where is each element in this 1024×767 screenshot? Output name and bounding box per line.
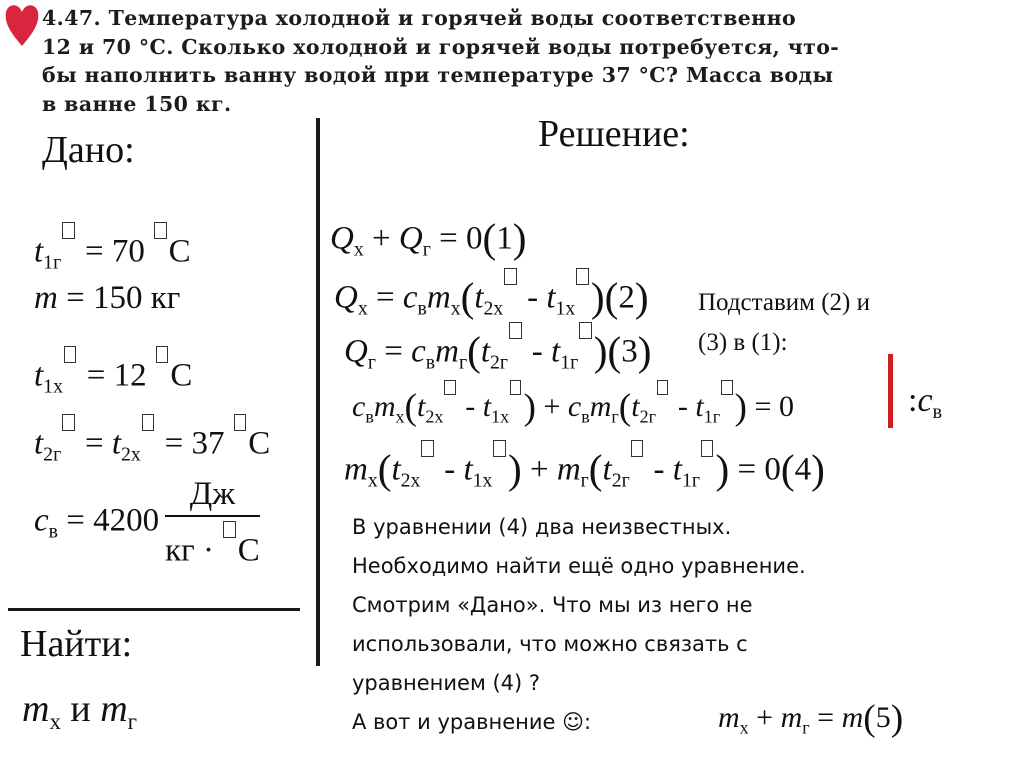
c-unit-fraction <box>165 478 260 568</box>
given-t1x: $t_{1х} = 12$ С <box>34 346 192 397</box>
mass-unit: кг <box>150 280 181 316</box>
eq3-label: 3 <box>621 333 638 370</box>
c-unit-den: кг · С <box>165 517 260 568</box>
c-unit-den-kg: кг <box>165 532 195 569</box>
eq1-label: 1 <box>496 220 513 257</box>
t1g-unit: С <box>168 233 191 270</box>
problem-line: бы наполнить ванну водой при температуре 37 °С? Масса воды <box>42 63 834 87</box>
t1x-value: 12 <box>113 357 147 394</box>
heart-icon <box>2 0 42 48</box>
eq4-rhs: 0 <box>764 451 781 488</box>
combined-rhs: 0 <box>778 390 794 423</box>
vertical-divider <box>316 118 320 666</box>
given-find-divider <box>8 608 300 611</box>
find-unknowns: $m_х$ и $m_г$ <box>22 688 138 734</box>
find-heading: Найти: <box>20 623 133 665</box>
c-value: 4200 <box>93 502 160 539</box>
mass-value: 150 <box>92 280 143 316</box>
equation-2: $Q_х = c_вm_х(t_{2х} - t_{1х}$ )(2) <box>334 268 649 319</box>
eq2-label: 2 <box>618 279 635 316</box>
equation-4: $m_х(t_{2х} - t_{1х}$ ) + $m_г(t_{2г} - t_{1г}$ ) = 0(4) <box>344 440 825 491</box>
explanation-line: Смотрим «Дано». Что мы из него не <box>352 593 753 617</box>
substitute-note-line1: Подставим (2) и <box>698 289 871 316</box>
solution-heading: Решение: <box>538 113 690 155</box>
problem-statement <box>42 4 992 124</box>
t2-value: 37 <box>191 425 225 462</box>
t2-unit: С <box>248 425 271 462</box>
t1g-value: 70 <box>111 233 145 270</box>
explanation-line: В уравнении (4) два неизвестных. <box>352 515 732 539</box>
problem-line: в ванне 150 кг. <box>42 91 232 116</box>
given-mass: m = 150 кг <box>34 280 181 316</box>
given-t1g: $t_{1г} = 70$ С <box>34 222 191 273</box>
substitute-note-line2: (3) в (1): <box>698 329 788 356</box>
given-t2: $t_{2г} = t_{2х} = 37$ С <box>34 414 270 465</box>
eq1-rhs: 0 <box>465 220 483 257</box>
divider-bar <box>888 354 893 428</box>
explanation-line: Необходимо найти ещё одно уравнение. <box>352 554 806 578</box>
equation-combined: $c_вm_х(t_{2х} - t_{1х}$ ) + $c_вm_г(t_{2г} - t_{1г}$ ) = 0 <box>352 380 794 427</box>
eq5-label: 5 <box>875 701 891 734</box>
explanation-line: использовали, что можно связать с <box>352 632 748 656</box>
problem-line: 4.47. Температура холодной и горячей воды соответственно <box>42 6 797 30</box>
t1x-unit: С <box>170 357 193 394</box>
divide-colon: : <box>908 382 918 419</box>
problem-line: 12 и 70 °С. Сколько холодной и горячей воды потребуется, что- <box>42 34 840 59</box>
explanation-line: уравнением (4) ? <box>352 671 541 695</box>
given-heat-capacity: $c_в = 4200$ $\frac{Дж}{кг \cdot С}$ <box>34 476 260 569</box>
c-unit-den-c: С <box>237 532 260 569</box>
eq4-label: 4 <box>794 451 812 488</box>
given-heading: Дано: <box>42 129 135 171</box>
explanation-line: А вот и уравнение ☺: <box>352 710 592 734</box>
find-conj: и <box>70 688 91 730</box>
equation-3: $Q_г = c_вm_г(t_{2г} - t_{1г}$ )(3) <box>344 322 652 373</box>
divide-by-cv: $:c_в$ <box>908 382 943 424</box>
c-unit-num: Дж <box>165 478 260 517</box>
equation-5: $m_х + m_г = m(5)$ <box>718 698 904 739</box>
equation-1: $Q_х + Q_г = 0(1)$ <box>330 215 527 261</box>
